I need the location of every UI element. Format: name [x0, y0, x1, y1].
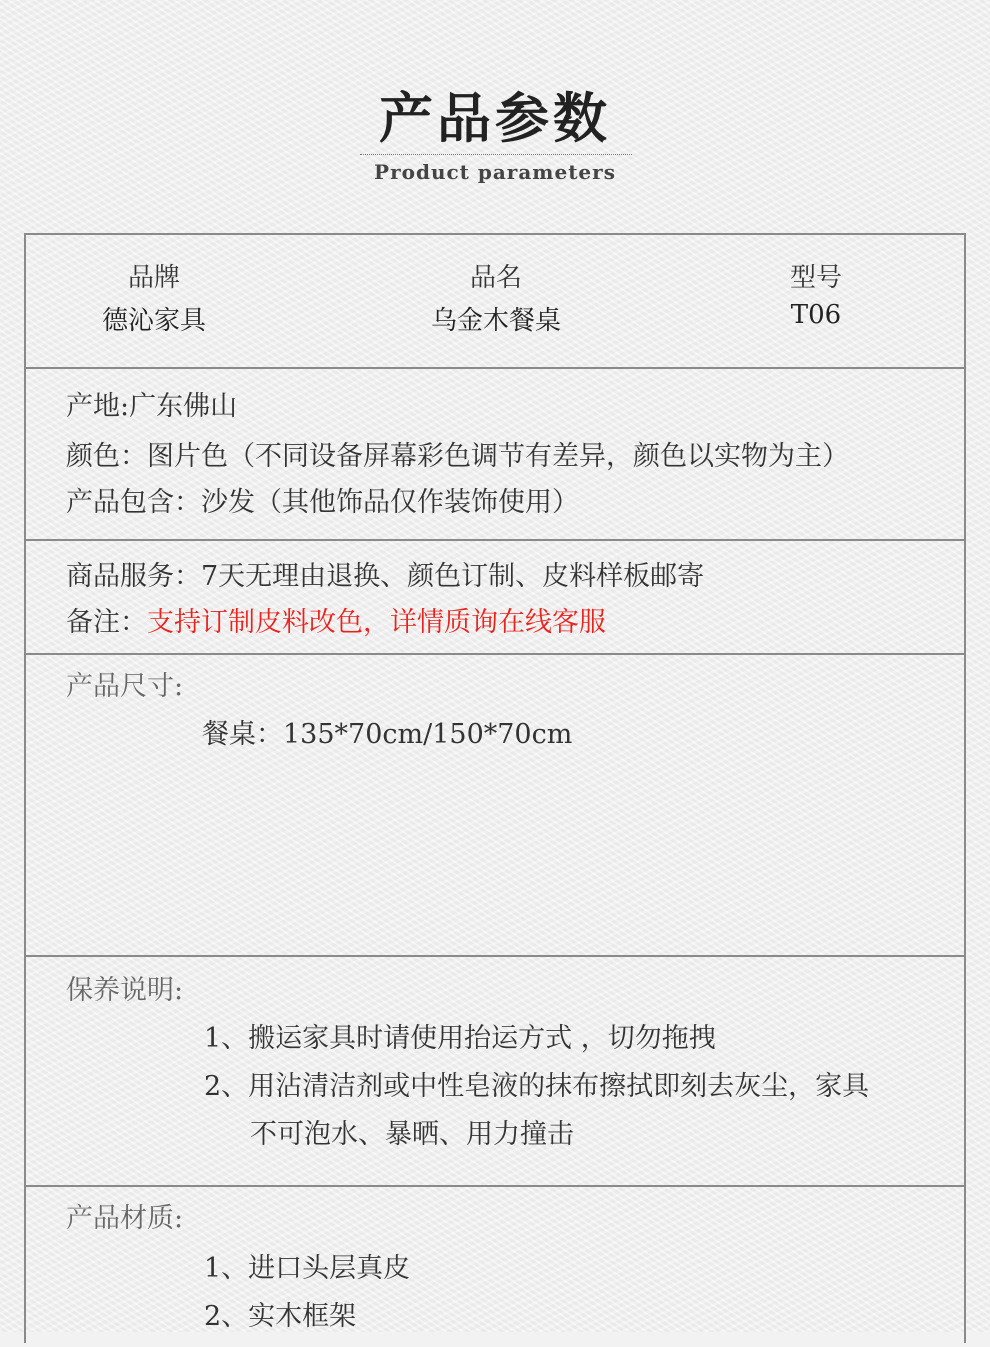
note-line [66, 603, 606, 643]
care-row [26, 957, 964, 1187]
basic-info-row [26, 235, 964, 369]
origin-row [26, 369, 964, 541]
parameters-table [24, 233, 966, 1343]
page-subtitle: Product parameters [374, 160, 616, 184]
brand-label: 品牌 [127, 263, 180, 293]
size-value: 餐桌：135*70cm/150*70cm [202, 719, 573, 750]
care-item-2-continued: 不可泡水、暴晒、用力撞击 [250, 1119, 574, 1150]
page-header [0, 0, 990, 232]
note-value: 支持订制皮料改色，详情质询在线客服 [147, 607, 606, 638]
material-item-1: 1、进口头层真皮 [204, 1253, 411, 1284]
service-text: 商品服务：7天无理由退换、颜色订制、皮料样板邮寄 [66, 561, 705, 592]
brand-cell [76, 261, 232, 341]
care-item-2: 2、用沾清洁剂或中性皂液的抹布擦拭即刻去灰尘，家具 [204, 1071, 870, 1102]
care-label: 保养说明: [66, 975, 184, 1006]
includes-text: 产品包含：沙发（其他饰品仅作装饰使用） [66, 487, 579, 518]
product-name-value: 乌金木餐桌 [430, 306, 561, 336]
material-row [26, 1187, 964, 1347]
size-label: 产品尺寸: [66, 671, 184, 702]
model-cell [756, 261, 876, 335]
material-label: 产品材质: [66, 1203, 184, 1234]
size-row [26, 655, 964, 957]
color-text: 颜色：图片色（不同设备屏幕彩色调节有差异，颜色以实物为主） [66, 441, 849, 472]
origin-text: 产地:广东佛山 [66, 391, 238, 422]
title-divider [360, 154, 632, 155]
service-row [26, 541, 964, 655]
brand-value: 德沁家具 [101, 306, 206, 336]
care-item-1: 1、搬运家具时请使用抬运方式 ，切勿拖拽 [204, 1023, 716, 1054]
material-item-2: 2、实木框架 [204, 1301, 357, 1332]
page-title: 产品参数 [379, 87, 611, 150]
product-name-cell [406, 261, 586, 341]
product-name-label: 品名 [469, 263, 522, 293]
model-label: 型号 [789, 263, 842, 293]
note-label: 备注： [66, 607, 147, 638]
model-value: T06 [790, 300, 842, 330]
